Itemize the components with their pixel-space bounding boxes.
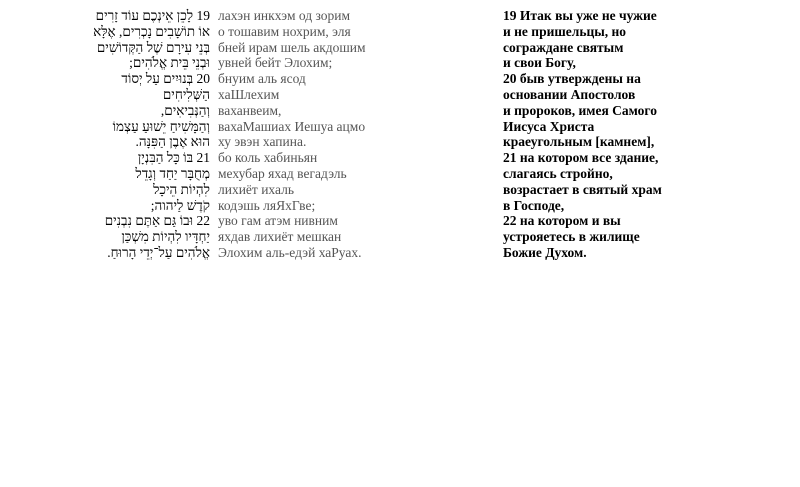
transliteration-line: хаШлехим (218, 86, 280, 102)
hebrew-line: וְהַנְּבִיאִים, (160, 102, 210, 118)
transliteration-line: яхдав лихиёт мешкан (218, 229, 342, 245)
russian-line: 22 на котором и вы (503, 213, 621, 229)
transliteration-line: увней бейт Элохим; (218, 55, 333, 71)
russian-line: Иисуса Христа (503, 118, 595, 134)
hebrew-line: 22 וּבוֹ גַּם אַתֶּם נִבְנִים (104, 213, 210, 229)
transliteration-column (218, 8, 478, 261)
hebrew-line: 21 בּוֹ כָּל הַבִּנְיָן (137, 150, 210, 166)
hebrew-line: וְהַמָּשִׁיחַ יֵשׁוּעַ עַצְמוֹ (112, 118, 210, 134)
transliteration-line: лахэн инкхэм од зорим (218, 8, 350, 23)
hebrew-line: הוּא אֶבֶן הַפִּנָּה. (135, 134, 210, 150)
hebrew-line: אוֹ תוֹשָׁבִים נָכְרִים, אֶלָּא (93, 23, 210, 39)
russian-line: основании Апостолов (503, 86, 636, 102)
russian-line: устрояетесь в жилище (503, 229, 640, 245)
russian-line: сограждане святым (503, 39, 624, 55)
transliteration-line: ваханвеим, (218, 102, 282, 118)
russian-line: Божие Духом. (503, 244, 587, 260)
hebrew-line: אֱלֹהִים עַל־יְדֵי הָרוּחַ. (107, 244, 210, 260)
transliteration-line: бнуим аль ясод (218, 71, 306, 87)
russian-line: краеугольным [камнем], (503, 134, 655, 150)
transliteration-line: уво гам атэм нивним (218, 213, 338, 229)
transliteration-line: мехубар яхад вегадэль (218, 165, 347, 181)
russian-text-column (503, 8, 793, 261)
transliteration-line: кодэшь ляЯхГве; (218, 197, 316, 213)
hebrew-line: יַחְדָּיו לִהְיוֹת מִשְׁכַּן (121, 229, 210, 245)
russian-line: в Господе, (503, 197, 565, 213)
russian-line: 21 на котором все здание, (503, 150, 659, 166)
hebrew-line: וּבְנֵי בֵּית אֱלֹהִים; (129, 55, 210, 71)
russian-line: 20 быв утверждены на (503, 71, 641, 87)
hebrew-line: קֹדֶשׁ לַיהוה; (150, 197, 210, 213)
transliteration-line: о тошавим нохрим, эля (218, 23, 351, 39)
russian-line: и свои Богу, (503, 55, 576, 71)
russian-line: и пророков, имея Самого (503, 102, 657, 118)
hebrew-text-column (30, 8, 210, 261)
hebrew-line: 19 לָכֵן אֵינְכֶם עוֹד זָרִים (95, 8, 210, 23)
hebrew-line: הַשְּׁלִיחִים (162, 86, 210, 102)
transliteration-line: ху эвэн хапина. (218, 134, 307, 150)
transliteration-line: бо коль хабиньян (218, 150, 318, 166)
hebrew-line: בְּנֵי עִירָם שֶׁל הַקְּדוֹשִׁים (96, 39, 210, 55)
russian-line: слагаясь стройно, (503, 165, 613, 181)
transliteration-line: вахаМашиах Иешуа ацмо (218, 118, 366, 134)
hebrew-line: 20 בְּנוּיִים עַל יְסוֹד (121, 71, 210, 87)
transliteration-line: Элохим аль-едэй хаРуах. (218, 244, 362, 260)
russian-line: возрастает в святый храм (503, 181, 662, 197)
hebrew-line: מְחֻבָּר יַחַד וְגָדֵל (135, 165, 210, 181)
russian-line: и не пришельцы, но (503, 23, 627, 39)
russian-line: 19 Итак вы уже не чужие (503, 8, 657, 23)
transliteration-line: бней ирам шель акдошим (218, 39, 366, 55)
transliteration-line: лихиёт ихаль (218, 181, 295, 197)
hebrew-line: לִהְיוֹת הֵיכָל (153, 181, 210, 197)
